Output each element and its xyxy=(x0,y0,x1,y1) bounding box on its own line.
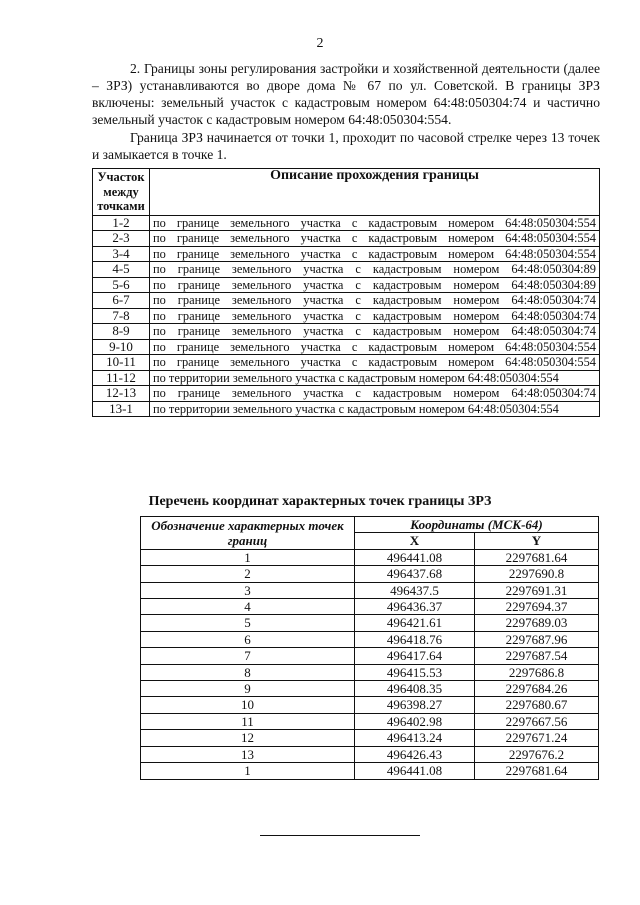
table-row xyxy=(141,697,599,713)
point-label: 12 xyxy=(141,730,355,746)
coord-y: 2297671.24 xyxy=(475,730,599,746)
footer-divider xyxy=(260,835,420,836)
segment-description: по границе земельного участка с кадастровым номером 64:48:050304:89 xyxy=(150,262,600,278)
coord-y: 2297694.37 xyxy=(475,599,599,615)
segment-description: по границе земельного участка с кадастровым номером 64:48:050304:74 xyxy=(150,386,600,402)
table-row xyxy=(141,615,599,631)
segment-points: 11-12 xyxy=(93,370,150,386)
point-label: 13 xyxy=(141,746,355,762)
point-label: 7 xyxy=(141,648,355,664)
table-row xyxy=(93,246,600,262)
coord-y: 2297691.31 xyxy=(475,582,599,598)
segment-points: 9-10 xyxy=(93,339,150,355)
table-row xyxy=(141,582,599,598)
table-row xyxy=(141,730,599,746)
coord-y: 2297687.96 xyxy=(475,631,599,647)
segment-description: по границе земельного участка с кадастровым номером 64:48:050304:89 xyxy=(150,277,600,293)
boundary-table-header xyxy=(93,169,600,216)
header-y: Y xyxy=(475,533,599,549)
header-x: X xyxy=(355,533,475,549)
header-segment: Участок между точками xyxy=(93,169,150,216)
coordinates-header-row xyxy=(141,517,599,533)
table-row xyxy=(93,355,600,371)
coord-x: 496437.5 xyxy=(355,582,475,598)
table-row xyxy=(93,308,600,324)
table-row xyxy=(141,566,599,582)
coord-y: 2297680.67 xyxy=(475,697,599,713)
segment-points: 13-1 xyxy=(93,401,150,417)
point-label: 2 xyxy=(141,566,355,582)
point-label: 3 xyxy=(141,582,355,598)
table-row xyxy=(141,549,599,565)
coord-x: 496436.37 xyxy=(355,599,475,615)
segment-description: по территории земельного участка с кадастровым номером 64:48:050304:554 xyxy=(150,370,600,386)
segment-description: по границе земельного участка с кадастровым номером 64:48:050304:74 xyxy=(150,324,600,340)
table-row xyxy=(93,370,600,386)
table-row xyxy=(141,746,599,762)
table-row xyxy=(93,262,600,278)
coordinates-table xyxy=(140,516,599,780)
coord-x: 496402.98 xyxy=(355,713,475,729)
header-points: Обозначение характерных точек границ xyxy=(141,517,355,550)
point-label: 11 xyxy=(141,713,355,729)
point-label: 5 xyxy=(141,615,355,631)
segment-points: 7-8 xyxy=(93,308,150,324)
table-row xyxy=(93,401,600,417)
segment-description: по территории земельного участка с кадастровым номером 64:48:050304:554 xyxy=(150,401,600,417)
coord-x: 496418.76 xyxy=(355,631,475,647)
table-row xyxy=(93,339,600,355)
coord-y: 2297676.2 xyxy=(475,746,599,762)
coord-x: 496421.61 xyxy=(355,615,475,631)
point-label: 6 xyxy=(141,631,355,647)
page-number: 2 xyxy=(316,36,324,51)
coord-x: 496441.08 xyxy=(355,763,475,779)
segment-points: 3-4 xyxy=(93,246,150,262)
intro-paragraph-1: 2. Границы зоны регулирования застройки и хозяйственной деятельности (далее – ЗРЗ) устанавливаются во дворе дома № 67 по ул. Советской. В границы ЗРЗ включены: земельный участок с кадастровым номером 64:48:050304:74 и частично земельный участок с кадастровым номером 64:48:050304:554. xyxy=(92,61,600,127)
table-row xyxy=(93,277,600,293)
coord-y: 2297681.64 xyxy=(475,549,599,565)
segment-description: по границе земельного участка с кадастровым номером 64:48:050304:554 xyxy=(150,355,600,371)
segment-points: 10-11 xyxy=(93,355,150,371)
point-label: 9 xyxy=(141,681,355,697)
table-row xyxy=(141,763,599,779)
coord-y: 2297686.8 xyxy=(475,664,599,680)
table-row xyxy=(93,231,600,247)
coord-y: 2297681.64 xyxy=(475,763,599,779)
coord-x: 496398.27 xyxy=(355,697,475,713)
table-row xyxy=(93,324,600,340)
table-row xyxy=(141,664,599,680)
segment-points: 2-3 xyxy=(93,231,150,247)
table-row xyxy=(93,386,600,402)
coord-y: 2297689.03 xyxy=(475,615,599,631)
segment-points: 8-9 xyxy=(93,324,150,340)
segment-points: 6-7 xyxy=(93,293,150,309)
point-label: 10 xyxy=(141,697,355,713)
segment-points: 5-6 xyxy=(93,277,150,293)
coord-y: 2297690.8 xyxy=(475,566,599,582)
segment-description: по границе земельного участка с кадастровым номером 64:48:050304:554 xyxy=(150,246,600,262)
coord-x: 496426.43 xyxy=(355,746,475,762)
coord-x: 496408.35 xyxy=(355,681,475,697)
segment-points: 12-13 xyxy=(93,386,150,402)
intro-text xyxy=(92,60,600,163)
point-label: 4 xyxy=(141,599,355,615)
table-row xyxy=(141,681,599,697)
header-coordinates: Координаты (МСК-64) xyxy=(355,517,599,533)
segment-description: по границе земельного участка с кадастровым номером 64:48:050304:554 xyxy=(150,231,600,247)
coord-x: 496415.53 xyxy=(355,664,475,680)
coord-x: 496441.08 xyxy=(355,549,475,565)
segment-description: по границе земельного участка с кадастровым номером 64:48:050304:554 xyxy=(150,215,600,231)
table-row xyxy=(141,599,599,615)
table-row xyxy=(141,648,599,664)
coord-x: 496437.68 xyxy=(355,566,475,582)
header-description: Описание прохождения границы xyxy=(150,169,600,216)
point-label: 1 xyxy=(141,763,355,779)
point-label: 8 xyxy=(141,664,355,680)
coord-x: 496413.24 xyxy=(355,730,475,746)
coord-x: 496417.64 xyxy=(355,648,475,664)
segment-description: по границе земельного участка с кадастровым номером 64:48:050304:74 xyxy=(150,308,600,324)
coordinates-title: Перечень координат характерных точек границы ЗРЗ xyxy=(148,494,492,509)
table-row xyxy=(93,215,600,231)
table-row xyxy=(141,631,599,647)
boundary-table xyxy=(92,168,600,417)
coord-y: 2297684.26 xyxy=(475,681,599,697)
point-label: 1 xyxy=(141,549,355,565)
coord-y: 2297687.54 xyxy=(475,648,599,664)
coord-y: 2297667.56 xyxy=(475,713,599,729)
segment-points: 1-2 xyxy=(93,215,150,231)
segment-description: по границе земельного участка с кадастровым номером 64:48:050304:554 xyxy=(150,339,600,355)
table-row xyxy=(141,713,599,729)
intro-paragraph-2: Граница ЗРЗ начинается от точки 1, проходит по часовой стрелке через 13 точек и замыкается в точке 1. xyxy=(92,130,600,162)
segment-description: по границе земельного участка с кадастровым номером 64:48:050304:74 xyxy=(150,293,600,309)
segment-points: 4-5 xyxy=(93,262,150,278)
table-row xyxy=(93,293,600,309)
